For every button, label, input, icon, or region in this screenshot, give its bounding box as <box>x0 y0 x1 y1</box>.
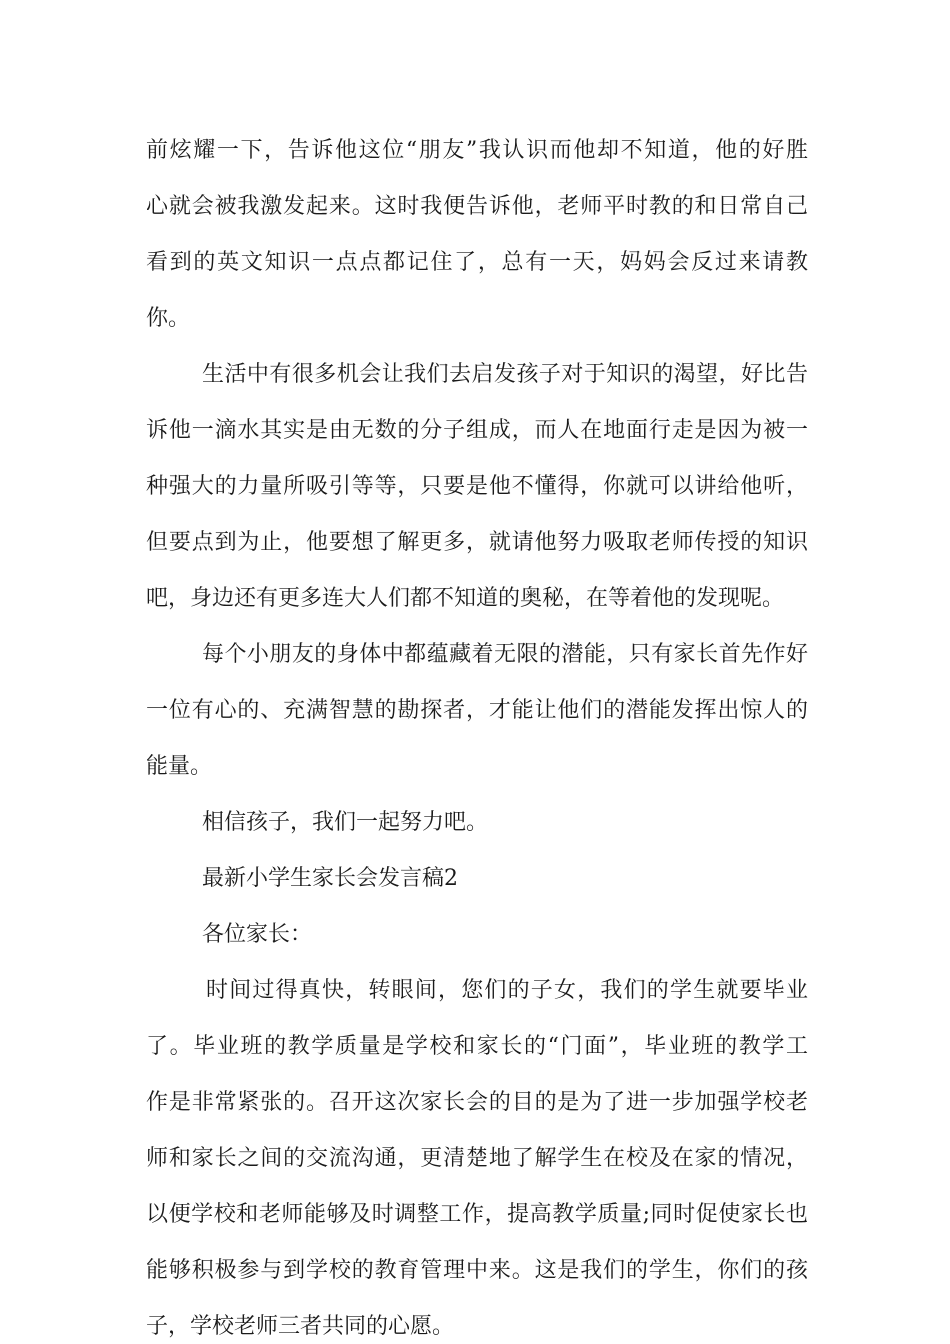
paragraph-2-line-2: 诉他一滴水其实是由无数的分子组成，而人在地面行走是因为被一 <box>146 418 808 443</box>
paragraph-3-line-1: 每个小朋友的身体中都蕴藏着无限的潜能，只有家长首先作好 <box>202 642 808 667</box>
paragraph-1-line-3: 看到的英文知识一点点都记住了，总有一天，妈妈会反过来请教 <box>146 250 808 275</box>
paragraph-2-line-4: 但要点到为止，他要想了解更多，就请他努力吸取老师传授的知识 <box>146 530 808 555</box>
paragraph-5-line-7: 子，学校老师三者共同的心愿。 <box>146 1314 455 1339</box>
salutation: 各位家长： <box>202 922 313 947</box>
paragraph-5-line-3: 作是非常紧张的。召开这次家长会的目的是为了进一步加强学校老 <box>146 1090 808 1115</box>
paragraph-1-line-1: 前炫耀一下，告诉他这位“朋友”我认识而他却不知道，他的好胜 <box>146 138 808 163</box>
paragraph-3-line-3: 能量。 <box>146 754 213 779</box>
paragraph-5-line-4: 师和家长之间的交流沟通，更清楚地了解学生在校及在家的情况， <box>146 1146 808 1171</box>
paragraph-1-line-4: 你。 <box>146 306 191 331</box>
section-title: 最新小学生家长会发言稿2 <box>202 866 458 891</box>
paragraph-5-line-1: 时间过得真快，转眼间，您们的子女，我们的学生就要毕业 <box>206 978 808 1003</box>
paragraph-2-line-5: 吧，身边还有更多连大人们都不知道的奥秘，在等着他的发现呢。 <box>146 586 785 611</box>
paragraph-1-line-2: 心就会被我激发起来。这时我便告诉他，老师平时教的和日常自己 <box>146 194 808 219</box>
paragraph-5-line-6: 能够积极参与到学校的教育管理中来。这是我们的学生，你们的孩 <box>146 1258 808 1283</box>
paragraph-2-line-1: 生活中有很多机会让我们去启发孩子对于知识的渴望，好比告 <box>202 362 808 387</box>
paragraph-4: 相信孩子，我们一起努力吧。 <box>202 810 489 835</box>
paragraph-5-line-2: 了。毕业班的教学质量是学校和家长的“门面”，毕业班的教学工 <box>146 1034 808 1059</box>
paragraph-2-line-3: 种强大的力量所吸引等等，只要是他不懂得，你就可以讲给他听， <box>146 474 808 499</box>
paragraph-3-line-2: 一位有心的、充满智慧的勘探者，才能让他们的潜能发挥出惊人的 <box>146 698 808 723</box>
paragraph-5-line-5: 以便学校和老师能够及时调整工作，提高教学质量;同时促使家长也 <box>146 1202 808 1227</box>
